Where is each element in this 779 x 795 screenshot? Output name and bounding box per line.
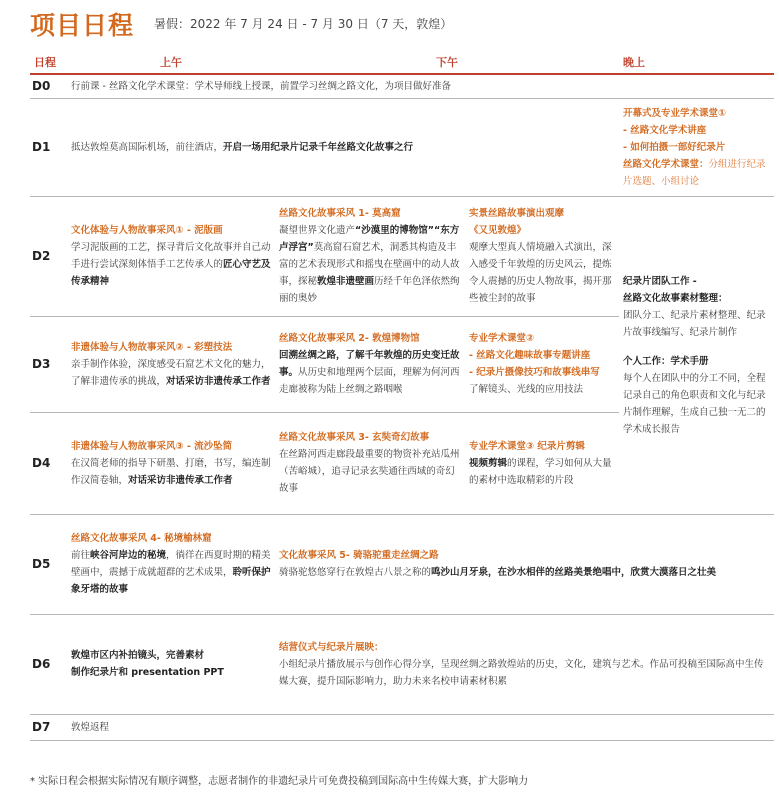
d3-pm2-heading-1: 专业学术课堂② (469, 333, 535, 344)
d5-pm-title: 文化故事采风 5- 骑骆驼重走丝绸之路 (279, 550, 439, 561)
d1-evening (619, 98, 774, 196)
d3-eve-text: 团队分工、纪录片素材整理、纪录片故事线编写、纪录片制作 (623, 309, 766, 338)
d3-pm2-heading-3: - 纪录片摄像技巧和故事线串写 (469, 367, 600, 378)
day-label: D6 (30, 614, 67, 714)
col-header-day: 日程 (30, 51, 67, 74)
page-subtitle: 暑假：2022 年 7 月 24 日 - 7 月 30 日（7 天，敦煌） (154, 17, 453, 31)
page-title: 项目日程 (30, 11, 135, 40)
d4-eve-title: 个人工作：学术手册 (623, 355, 709, 367)
d3-morning (67, 316, 275, 412)
d3-afternoon-1 (275, 316, 465, 412)
d3-am-title: 非遗体验与人物故事采风② - 彩塑技法 (71, 341, 233, 353)
d7-text: 敦煌返程 (67, 714, 774, 740)
d5-pm-bold: 鸣沙山月牙泉，在沙水相伴的丝路美景绝唱中，欣赏大漠落日之壮美 (431, 567, 717, 578)
d2-pm1-title: 丝路文化故事采风 1- 莫高窟 (279, 208, 401, 219)
d5-am-text-1: 前往 (71, 550, 91, 561)
d2-pm2-title: 实景丝路故事演出观摩 (469, 208, 565, 219)
col-header-afternoon: 下午 (275, 51, 619, 74)
d3-am-bold: 对话采访非遗传承工作者 (166, 375, 271, 387)
d2-morning (67, 196, 275, 316)
d2-am-title: 文化体验与人物故事采风① - 泥版画 (71, 225, 223, 236)
day-label: D2 (30, 196, 67, 316)
d1-eve-heading-4: 丝路文化学术课堂： (623, 158, 709, 170)
d4-afternoon-1 (275, 412, 465, 514)
schedule-table (30, 51, 774, 741)
d2-pm2-text: 观摩大型真人情境融入式演出，深入感受千年敦煌的历史风云，提炼令人震撼的历史人物故事，揭开那些被尘封的故事 (469, 242, 612, 304)
d1-morning (67, 98, 619, 196)
d4-afternoon-2 (465, 412, 619, 514)
footnote: * 实际日程会根据实际情况有顺序调整，志愿者制作的非遗纪录片可免费投稿到国际高中生传媒大赛，扩大影响力 (30, 776, 529, 787)
day-label: D1 (30, 98, 67, 196)
table-row-d5 (30, 514, 774, 614)
day-label: D7 (30, 714, 67, 740)
d1-eve-heading-3: - 如何拍摄一部好纪录片 (623, 141, 726, 153)
d3-pm1-title: 丝路文化故事采风 2- 敦煌博物馆 (279, 333, 420, 344)
d3-afternoon-2 (465, 316, 619, 412)
d6-pm-title: 结营仪式与纪录片展映： (279, 641, 384, 653)
table-row-d1 (30, 98, 774, 196)
d4-pm2-bold: 视频剪辑 (469, 457, 508, 469)
d3-pm1-text: 从历史和地理两个层面，理解为何河西走廊被称为陆上丝绸之路咽喉 (279, 367, 460, 395)
d2-afternoon-1 (275, 196, 465, 316)
d2-pm1-bold-2: 敦煌非遗壁画 (317, 276, 375, 287)
d5-am-bold-2: 聆听保护象牙塔的故事 (71, 567, 271, 595)
d2-pm1-bold-1: “沙漠里的博物馆”“东方卢浮宫” (279, 225, 460, 253)
d1-eve-heading-1: 开幕式及专业学术课堂① (623, 107, 727, 119)
d6-afternoon (275, 614, 774, 714)
d4-morning (67, 412, 275, 514)
d6-am-line-1: 敦煌市区内补拍镜头，完善素材 (71, 650, 205, 661)
d5-afternoon (275, 514, 774, 614)
d5-am-title: 丝路文化故事采风 4- 秘境榆林窟 (71, 533, 212, 544)
d6-am-line-2: 制作纪录片和 presentation PPT (71, 667, 224, 678)
d2-pm1-text-3: 历经千年色泽依然绚丽的奥妙 (279, 276, 460, 304)
d2-pm1-text-1: 凝望世界文化遗产 (279, 225, 356, 236)
d4-am-bold: 对话采访非遗传承工作者 (128, 474, 233, 486)
d5-pm-text: 骑骆驼悠悠穿行在敦煌古八景之称的 (279, 567, 432, 578)
d2-pm1-text-2: 莫高窟石窟艺术，洞悉其构造及丰富的艺术表现形式和摇曳在壁画中的动人故事，探秘 (279, 242, 460, 287)
table-row-d2 (30, 196, 774, 316)
d3-pm1-bold: 回溯丝绸之路，了解千年敦煌的历史变迁故事。 (279, 350, 460, 378)
day-label: D4 (30, 412, 67, 514)
d4-pm1-title: 丝路文化故事采风 3- 玄奘奇幻故事 (279, 432, 430, 443)
d6-morning (67, 614, 275, 714)
d5-am-text-2: ，徜徉在西夏时期的精美壁画中，震撼于成就超群的艺术成果， (71, 550, 271, 578)
table-row-d7 (30, 714, 774, 740)
d5-am-bold-1: 峡谷河岸边的秘境 (90, 550, 167, 561)
d3-eve-title-2: 丝路文化故事素材整理： (623, 292, 728, 304)
d0-text: 行前课 - 丝路文化学术课堂：学术导师线上授课，前置学习丝绸之路文化，为项目做好准备 (67, 74, 774, 98)
d4-am-text: 在汉简老师的指导下研墨、打磨，书写，编连制作汉简卷轴， (71, 457, 271, 486)
d3-pm2-heading-2: - 丝路文化趣味故事专题讲座 (469, 350, 591, 361)
day-label: D5 (30, 514, 67, 614)
d4-pm2-text: 的课程，学习如何从大量的素材中选取精彩的片段 (469, 457, 612, 486)
d2-d4-evening (619, 196, 774, 514)
d1-eve-heading-2: - 丝路文化学术讲座 (623, 124, 707, 136)
d2-am-bold: 匠心守艺及传承精神 (71, 259, 271, 287)
table-row-d6 (30, 614, 774, 714)
table-header-row (30, 51, 774, 74)
day-label: D3 (30, 316, 67, 412)
d1-am-plain: 抵达敦煌莫高国际机场，前往酒店， (71, 141, 224, 153)
d3-eve-title: 纪录片团队工作 - (623, 275, 697, 287)
d3-pm2-text: 了解镜头、光线的应用技法 (469, 384, 584, 395)
header (30, 6, 770, 40)
d4-am-title: 非遗体验与人物故事采风③ - 流沙坠简 (71, 440, 233, 452)
d2-am-text: 学习泥版画的工艺，探寻背后文化故事并自己动手进行尝试深刻体悟手工艺传承人的 (71, 242, 271, 270)
d4-eve-text: 每个人在团队中的分工不同，全程记录自己的角色职责和文化与纪录片制作理解，生成自己独一无二的学术成长报告 (623, 372, 766, 435)
day-label: D0 (30, 74, 67, 98)
table-row-d0 (30, 74, 774, 98)
d5-morning (67, 514, 275, 614)
d1-am-bold: 开启一场用纪录片记录千年丝路文化故事之行 (223, 141, 414, 153)
col-header-evening: 晚上 (619, 51, 774, 74)
d6-pm-text: 小组纪录片播放展示与创作心得分享，呈现丝绸之路敦煌站的历史，文化，建筑与艺术。作品可投稿至国际高中生传媒大赛，提升国际影响力，助力未来名校申请素材积累 (279, 658, 764, 687)
d4-pm1-text: 在丝路河西走廊段最重要的物资补充站瓜州（苦峪城），追寻记录玄奘通往西域的奇幻故事 (279, 449, 460, 494)
d4-pm2-title: 专业学术课堂③ 纪录片剪辑 (469, 440, 585, 452)
col-header-morning: 上午 (67, 51, 275, 74)
d3-am-text: 亲手制作体验，深度感受石窟艺术文化的魅力，了解非遗传承的挑战， (71, 358, 271, 387)
d1-eve-text-4: 分组进行纪录片选题、小组讨论 (623, 158, 766, 187)
d2-pm2-title-2: 《又见敦煌》 (469, 225, 527, 236)
d2-afternoon-2 (465, 196, 619, 316)
